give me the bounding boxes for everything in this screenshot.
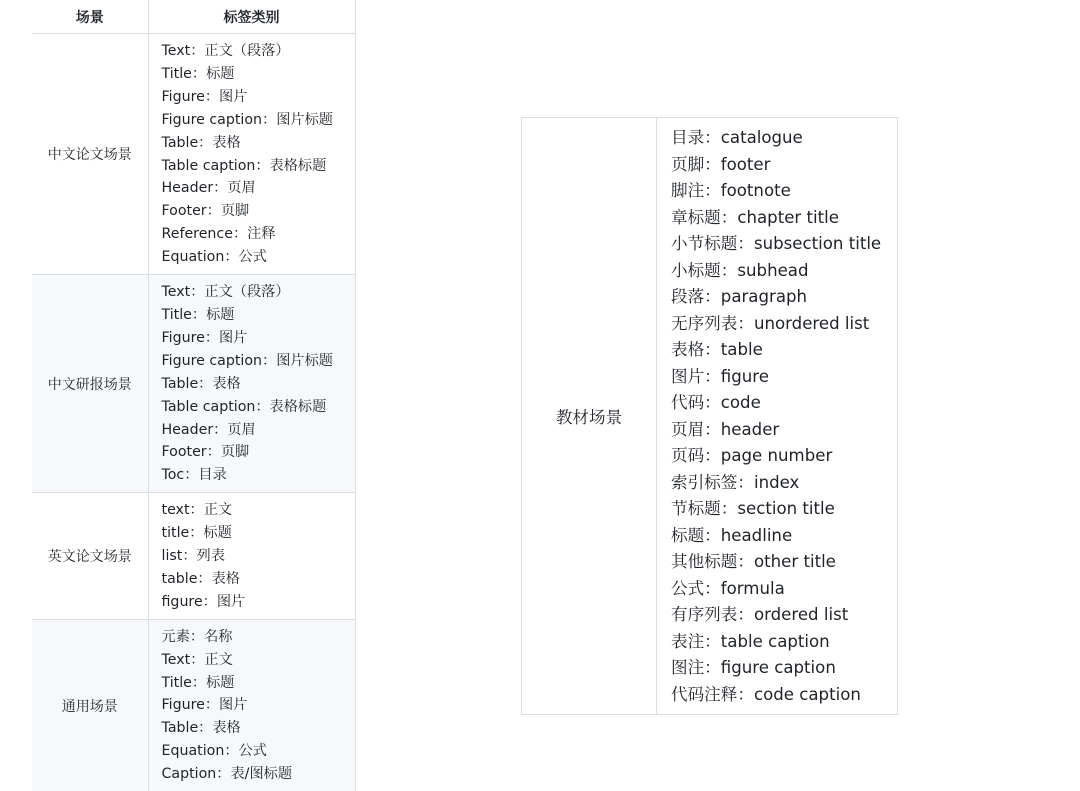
labels-cell <box>148 493 355 620</box>
label-item: Figure caption：图片标题 <box>161 111 333 128</box>
label-item: Reference：注释 <box>161 226 276 243</box>
scene-cell: 通用场景 <box>32 619 148 791</box>
label-item: 图片：figure <box>671 366 769 386</box>
scene-cell: 英文论文场景 <box>32 493 148 620</box>
label-item: 目录：catalogue <box>671 128 803 147</box>
table-row <box>32 493 355 620</box>
scene-cell: 中文研报场景 <box>32 275 148 493</box>
label-item: 表格：table <box>671 340 763 359</box>
label-item: text：正文 <box>161 502 233 519</box>
labels-cell <box>657 118 898 715</box>
table-row <box>522 118 898 715</box>
labels-cell <box>148 34 355 275</box>
label-item: 无序列表：unordered list <box>671 313 870 333</box>
label-item: Caption：表/图标题 <box>161 766 293 783</box>
label-item: Table：表格 <box>161 720 241 737</box>
table-row <box>32 275 355 493</box>
label-item: Toc：目录 <box>161 467 227 484</box>
label-item: 脚注：footnote <box>671 181 791 200</box>
table-header-row <box>32 0 355 34</box>
textbook-label-table <box>521 117 898 715</box>
table-row <box>32 34 355 275</box>
label-category-table <box>32 0 356 791</box>
label-item: Text：正文（段落） <box>161 43 290 59</box>
label-item: 元素：名称 <box>161 628 233 645</box>
label-item: 页码：page number <box>671 446 833 465</box>
label-item: 索引标签：index <box>671 472 800 492</box>
label-item: 图注：figure caption <box>671 658 836 677</box>
label-item: 标题：headline <box>671 525 793 545</box>
scene-cell: 教材场景 <box>522 118 657 715</box>
label-item: 表注：table caption <box>671 631 830 651</box>
label-item: 公式：formula <box>671 578 785 598</box>
label-item: Equation：公式 <box>161 249 267 266</box>
label-item: Table caption：表格标题 <box>161 398 327 415</box>
label-item: 有序列表：ordered list <box>671 605 849 624</box>
label-item: Footer：页脚 <box>161 203 250 220</box>
label-item: 段落：paragraph <box>671 287 808 306</box>
label-item: Footer：页脚 <box>161 444 250 461</box>
label-item: Title：标题 <box>161 306 235 323</box>
label-item: Title：标题 <box>161 674 235 691</box>
label-item: Table：表格 <box>161 375 241 392</box>
label-item: Figure：图片 <box>161 88 248 105</box>
label-item: 其他标题：other title <box>671 552 836 571</box>
label-item: Text：正文（段落） <box>161 284 290 301</box>
label-item: 页脚：footer <box>671 154 771 174</box>
label-item: Header：页眉 <box>161 421 256 438</box>
label-item: Table：表格 <box>161 134 241 151</box>
label-item: 代码注释：code caption <box>671 684 861 704</box>
labels-cell <box>148 619 355 791</box>
label-item: 页眉：header <box>671 419 780 439</box>
labels-cell <box>148 275 355 493</box>
header-scene: 场景 <box>32 0 148 34</box>
label-item: Figure caption：图片标题 <box>161 352 333 369</box>
table-row <box>32 619 355 791</box>
label-item: 小标题：subhead <box>671 260 809 280</box>
label-item: list：列表 <box>161 548 225 565</box>
header-labels: 标签类别 <box>148 0 355 34</box>
label-item: Figure：图片 <box>161 329 248 346</box>
label-item: Table caption：表格标题 <box>161 157 327 174</box>
scene-cell: 中文论文场景 <box>32 34 148 275</box>
label-item: figure：图片 <box>161 593 246 610</box>
label-item: table：表格 <box>161 570 240 587</box>
label-item: 小节标题：subsection title <box>671 234 882 253</box>
label-item: Text：正文 <box>161 651 233 668</box>
label-item: Figure：图片 <box>161 697 248 714</box>
label-item: 章标题：chapter title <box>671 207 839 227</box>
label-item: Title：标题 <box>161 65 235 82</box>
label-item: 节标题：section title <box>671 499 835 518</box>
label-item: title：标题 <box>161 525 232 542</box>
label-item: Header：页眉 <box>161 180 256 197</box>
label-item: 代码：code <box>671 393 761 412</box>
label-item: Equation：公式 <box>161 743 267 760</box>
